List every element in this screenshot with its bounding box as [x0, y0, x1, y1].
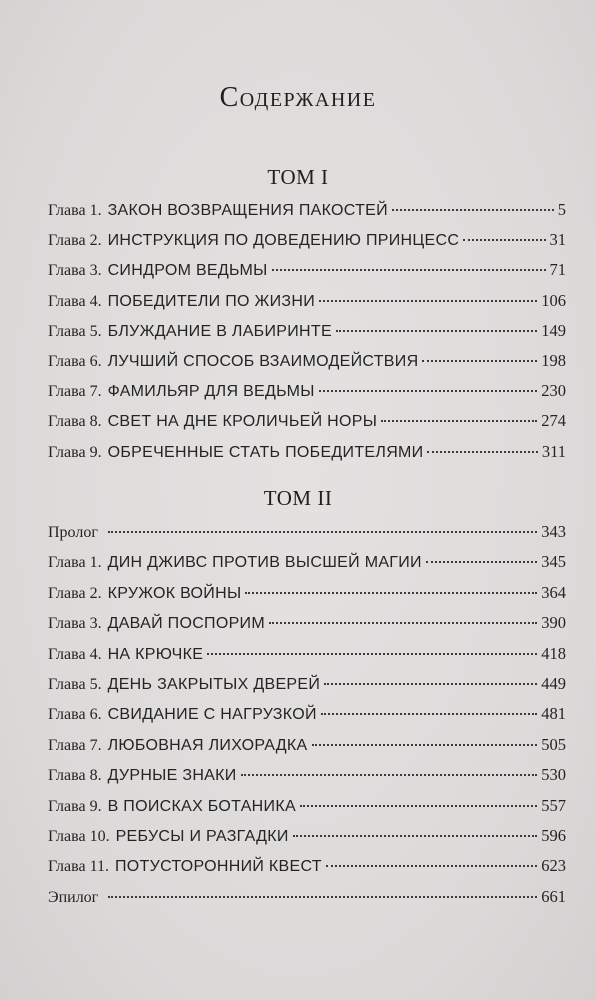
page-number: 390 — [541, 613, 566, 633]
toc-entry — [48, 887, 566, 917]
dot-leader — [392, 209, 554, 211]
toc-entry — [48, 644, 566, 674]
dot-leader — [293, 835, 538, 837]
page-number: 481 — [541, 704, 566, 724]
chapter-label: Глава 6. — [48, 352, 102, 370]
chapter-title: СИНДРОМ ВЕДЬМЫ — [107, 262, 268, 280]
chapter-title: ИНСТРУКЦИЯ ПО ДОВЕДЕНИЮ ПРИНЦЕСС — [107, 232, 460, 250]
chapter-label: Глава 4. — [48, 292, 102, 310]
dot-leader — [426, 561, 537, 563]
page-number: 530 — [541, 765, 566, 785]
toc-entry — [48, 260, 566, 290]
dot-leader — [108, 531, 537, 533]
toc-entry — [48, 200, 566, 230]
chapter-label: Глава 1. — [48, 554, 102, 572]
chapter-label: Глава 9. — [48, 797, 102, 815]
chapter-label: Эпилог — [48, 888, 99, 906]
chapter-title: ОБРЕЧЕННЫЕ СТАТЬ ПОБЕДИТЕЛЯМИ — [107, 443, 424, 461]
chapter-label: Глава 10. — [48, 827, 110, 845]
dot-leader — [422, 360, 537, 362]
page-number: 449 — [541, 673, 566, 693]
toc-list-volume-2 — [48, 522, 566, 917]
page-number: 623 — [541, 856, 566, 876]
chapter-label: Глава 2. — [48, 584, 102, 602]
chapter-label: Глава 6. — [48, 706, 102, 724]
chapter-label: Глава 8. — [48, 767, 102, 785]
chapter-label: Глава 5. — [48, 675, 102, 693]
chapter-title: РЕБУСЫ И РАЗГАДКИ — [115, 827, 289, 845]
chapter-label: Глава 8. — [48, 413, 102, 431]
chapter-title: ЛЮБОВНАЯ ЛИХОРАДКА — [107, 736, 308, 754]
toc-list-volume-1 — [48, 200, 566, 472]
chapter-title: ЗАКОН ВОЗВРАЩЕНИЯ ПАКОСТЕЙ — [107, 202, 388, 219]
toc-entry — [48, 674, 566, 704]
toc-entry — [48, 442, 566, 472]
dot-leader — [269, 622, 537, 624]
dot-leader — [272, 269, 546, 271]
chapter-label: Пролог — [48, 524, 98, 541]
toc-entry — [48, 411, 566, 441]
page-number: 5 — [557, 200, 566, 219]
page-number: 274 — [541, 411, 566, 431]
chapter-title: СВЕТ НА ДНЕ КРОЛИЧЬЕЙ НОРЫ — [107, 413, 378, 431]
chapter-title: ФАМИЛЬЯР ДЛЯ ВЕДЬМЫ — [107, 383, 315, 401]
chapter-title: БЛУЖДАНИЕ В ЛАБИРИНТЕ — [107, 322, 332, 340]
chapter-title: ДАВАЙ ПОСПОРИМ — [107, 615, 265, 633]
chapter-label: Глава 11. — [48, 858, 109, 876]
dot-leader — [326, 865, 537, 867]
toc-entry — [48, 796, 566, 826]
dot-leader — [381, 420, 537, 422]
toc-entry — [48, 351, 566, 381]
dot-leader — [245, 592, 537, 594]
page-number: 198 — [541, 350, 566, 370]
toc-entry — [48, 230, 566, 260]
chapter-title: ДЕНЬ ЗАКРЫТЫХ ДВЕРЕЙ — [107, 675, 321, 693]
toc-entry — [48, 735, 566, 765]
page-number: 31 — [549, 230, 566, 250]
chapter-title: НА КРЮЧКЕ — [107, 645, 204, 663]
dot-leader — [336, 330, 537, 332]
page-number: 149 — [541, 320, 566, 340]
page-number: 343 — [541, 522, 566, 541]
chapter-title: ДУРНЫЕ ЗНАКИ — [107, 767, 237, 785]
dot-leader — [324, 683, 537, 685]
chapter-title: КРУЖОК ВОЙНЫ — [107, 584, 242, 602]
page-title: Содержание — [219, 82, 377, 113]
chapter-title: ПОТУСТОРОННИЙ КВЕСТ — [114, 858, 322, 876]
chapter-label: Глава 1. — [48, 202, 102, 219]
page-number: 418 — [541, 643, 566, 663]
toc-entry — [48, 704, 566, 734]
chapter-label: Глава 5. — [48, 322, 102, 340]
volume-heading-1: ТОМ I — [267, 165, 329, 189]
chapter-title: В ПОИСКАХ БОТАНИКА — [107, 797, 296, 815]
toc-entry — [48, 826, 566, 856]
chapter-label: Глава 2. — [48, 232, 102, 250]
chapter-label: Глава 3. — [48, 615, 102, 633]
chapter-title: СВИДАНИЕ С НАГРУЗКОЙ — [107, 706, 317, 724]
page-number: 71 — [549, 260, 566, 280]
dot-leader — [108, 896, 537, 898]
dot-leader — [207, 653, 537, 655]
page-number: 311 — [541, 441, 566, 461]
toc-entry — [48, 583, 566, 613]
dot-leader — [300, 805, 537, 807]
chapter-title: ДИН ДЖИВС ПРОТИВ ВЫСШЕЙ МАГИИ — [107, 554, 422, 572]
dot-leader — [319, 390, 538, 392]
page-number: 364 — [541, 582, 566, 602]
chapter-label: Глава 7. — [48, 736, 102, 754]
toc-entry — [48, 613, 566, 643]
toc-entry — [48, 765, 566, 795]
chapter-label: Глава 7. — [48, 383, 102, 401]
toc-entry — [48, 856, 566, 886]
dot-leader — [427, 451, 537, 453]
page-number: 661 — [541, 886, 566, 906]
dot-leader — [463, 239, 545, 241]
chapter-title: ПОБЕДИТЕЛИ ПО ЖИЗНИ — [107, 292, 316, 310]
volume-heading-2: ТОМ II — [263, 486, 333, 510]
toc-entry — [48, 522, 566, 552]
dot-leader — [312, 744, 538, 746]
toc-entry — [48, 381, 566, 411]
dot-leader — [319, 300, 537, 302]
dot-leader — [321, 713, 537, 715]
page-number: 106 — [541, 290, 566, 310]
page-number: 505 — [541, 734, 566, 754]
chapter-label: Глава 4. — [48, 645, 102, 663]
page-number: 557 — [541, 795, 566, 815]
toc-entry — [48, 321, 566, 351]
dot-leader — [241, 774, 538, 776]
page-number: 345 — [541, 552, 566, 572]
toc-entry — [48, 291, 566, 321]
chapter-label: Глава 3. — [48, 262, 102, 280]
page-number: 596 — [541, 825, 566, 845]
toc-entry — [48, 552, 566, 582]
chapter-title: ЛУЧШИЙ СПОСОБ ВЗАИМОДЕЙСТВИЯ — [107, 352, 419, 370]
page-number: 230 — [541, 381, 566, 401]
chapter-label: Глава 9. — [48, 443, 102, 461]
